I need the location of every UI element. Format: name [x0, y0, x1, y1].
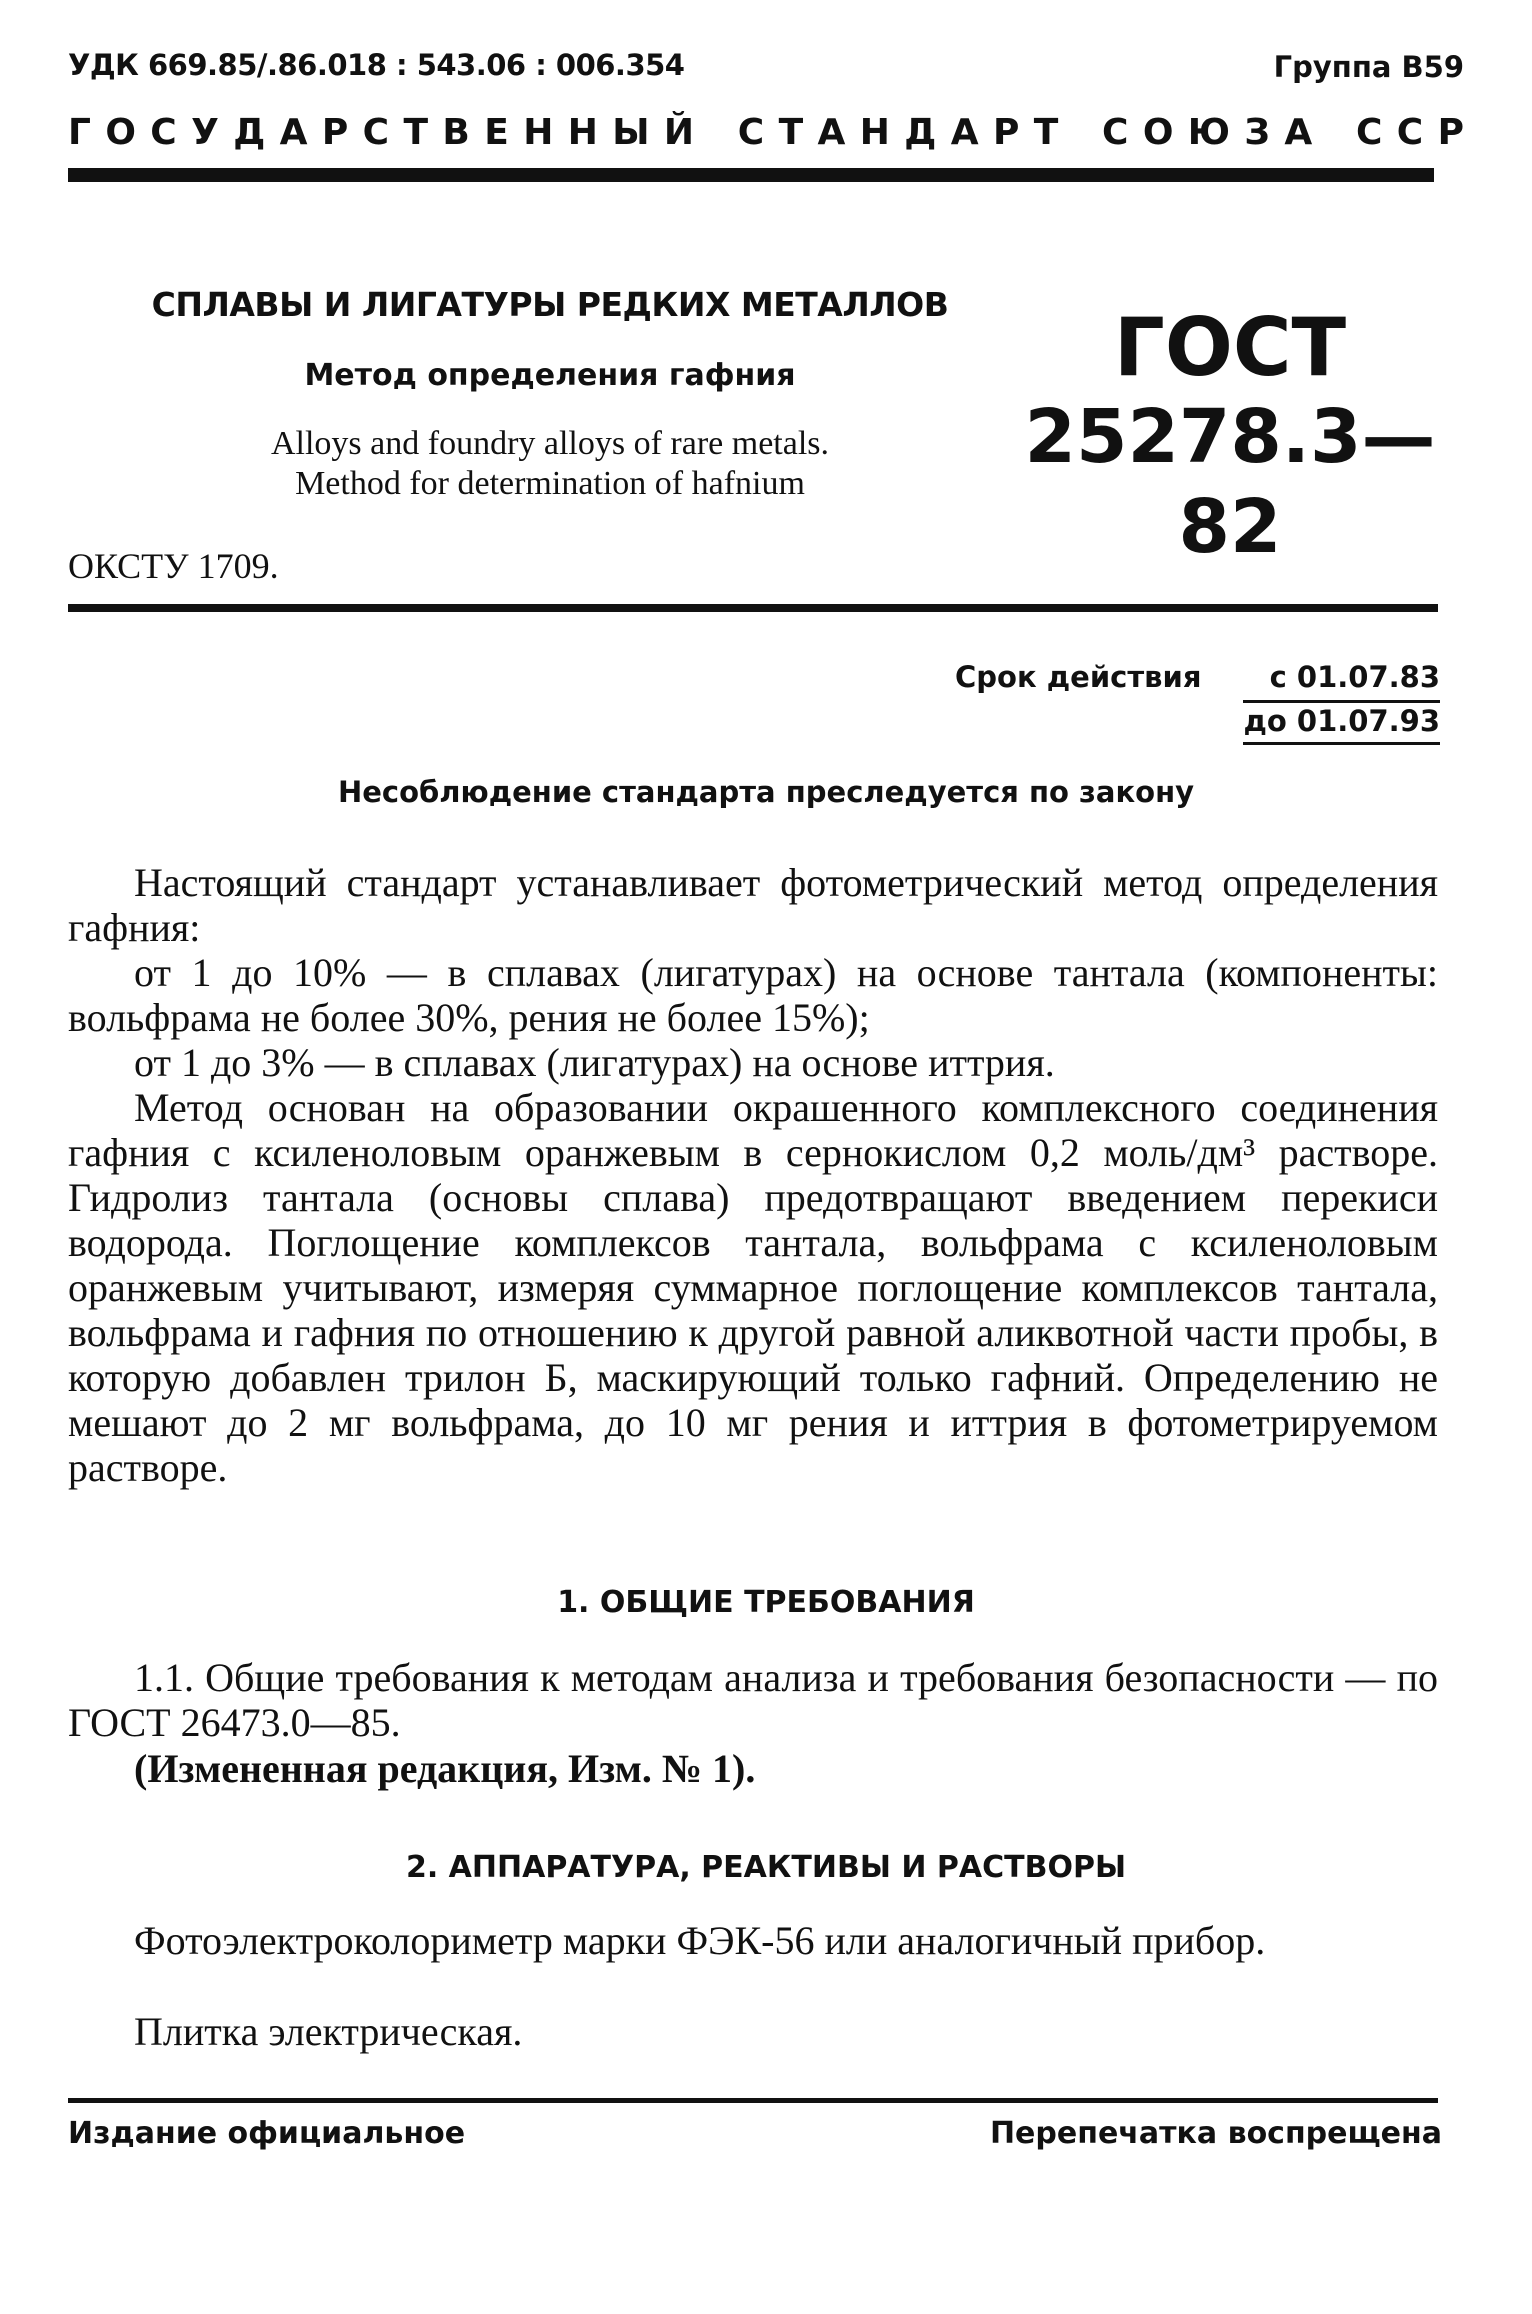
- section-paragraph: 1.1. Общие требования к методам анализа и требования безопасности — по ГОСТ 26473.0—85.: [68, 1655, 1438, 1745]
- intro-paragraph: Настоящий стандарт устанавливает фотометрический метод определения гафния:: [68, 860, 1438, 950]
- validity-underline: [1243, 742, 1440, 745]
- okstu-code: ОКСТУ 1709.: [68, 546, 279, 586]
- section-paragraph: Плитка электрическая.: [134, 2009, 523, 2054]
- title-en-line: Method for determination of hafnium: [295, 465, 805, 502]
- title-ru: СПЛАВЫ И ЛИГАТУРЫ РЕДКИХ МЕТАЛЛОВ: [151, 285, 949, 324]
- title-rule: [68, 604, 1438, 612]
- section-heading: 2. АППАРАТУРА, РЕАКТИВЫ И РАСТВОРЫ: [405, 1850, 1127, 1885]
- group-code: Группа В59: [1273, 50, 1464, 84]
- validity-from: с 01.07.83: [1269, 660, 1440, 694]
- footer-rule: [68, 2098, 1438, 2103]
- footer-edition: Издание официальное: [68, 2116, 466, 2151]
- validity-to: до 01.07.93: [1243, 704, 1440, 738]
- validity-underline: [1243, 700, 1440, 703]
- range-paragraph: от 1 до 3% — в сплавах (лигатурах) на основе иттрия.: [134, 1040, 1055, 1085]
- footer-reprint: Перепечатка воспрещена: [989, 2116, 1442, 2151]
- amendment-note: (Измененная редакция, Изм. № 1).: [134, 1746, 756, 1791]
- title-en: [130, 424, 970, 504]
- section-paragraph: Фотоэлектроколориметр марки ФЭК-56 или аналогичный прибор.: [134, 1918, 1266, 1963]
- section-heading: 1. ОБЩИЕ ТРЕБОВАНИЯ: [557, 1585, 975, 1620]
- title-en-line: Alloys and foundry alloys of rare metals.: [270, 425, 830, 462]
- banner-word: Г О С У Д А Р С Т В Е Н Н Ы Й: [68, 112, 695, 153]
- subtitle-ru: Метод определения гафния: [304, 358, 796, 393]
- range-paragraph: от 1 до 10% — в сплавах (лигатурах) на основе тантала (компоненты: вольфрама не более 30%, рения не более 15%);: [68, 950, 1438, 1040]
- header-rule: [68, 168, 1434, 182]
- udk-code: УДК 669.85/.86.018 : 543.06 : 006.354: [68, 48, 685, 82]
- banner-word: С Т А Н Д А Р Т: [737, 112, 1059, 153]
- banner-word: С С Р: [1356, 112, 1464, 153]
- legal-warning: Несоблюдение стандарта преследуется по закону: [337, 775, 1195, 809]
- gost-number: 25278.3—82: [1024, 394, 1436, 570]
- state-standard-banner: [68, 112, 1464, 153]
- banner-word: С О Ю З А: [1102, 112, 1313, 153]
- validity-label: Срок действия: [955, 660, 1202, 694]
- gost-label: ГОСТ: [1113, 301, 1347, 394]
- method-paragraph: Метод основан на образовании окрашенного комплексного соединения гафния с ксиленоловым оранжевым в сернокислом 0,2 моль/дм³ растворе. Гидролиз тантала (основы сплава) предотвращают введением перекиси водорода. Поглощение комплексов тантала, вольфрама с ксиленоловым оранжевым учитывают, измеряя суммарное поглощение комплексов тантала, вольфрама и гафния по отношению к другой равной аликвотной части пробы, в которую добавлен трилон Б, маскирующий только гафний. Определению не мешают до 2 мг вольфрама, до 10 мг рения и иттрия в фотометрируемом растворе.: [68, 1085, 1438, 1490]
